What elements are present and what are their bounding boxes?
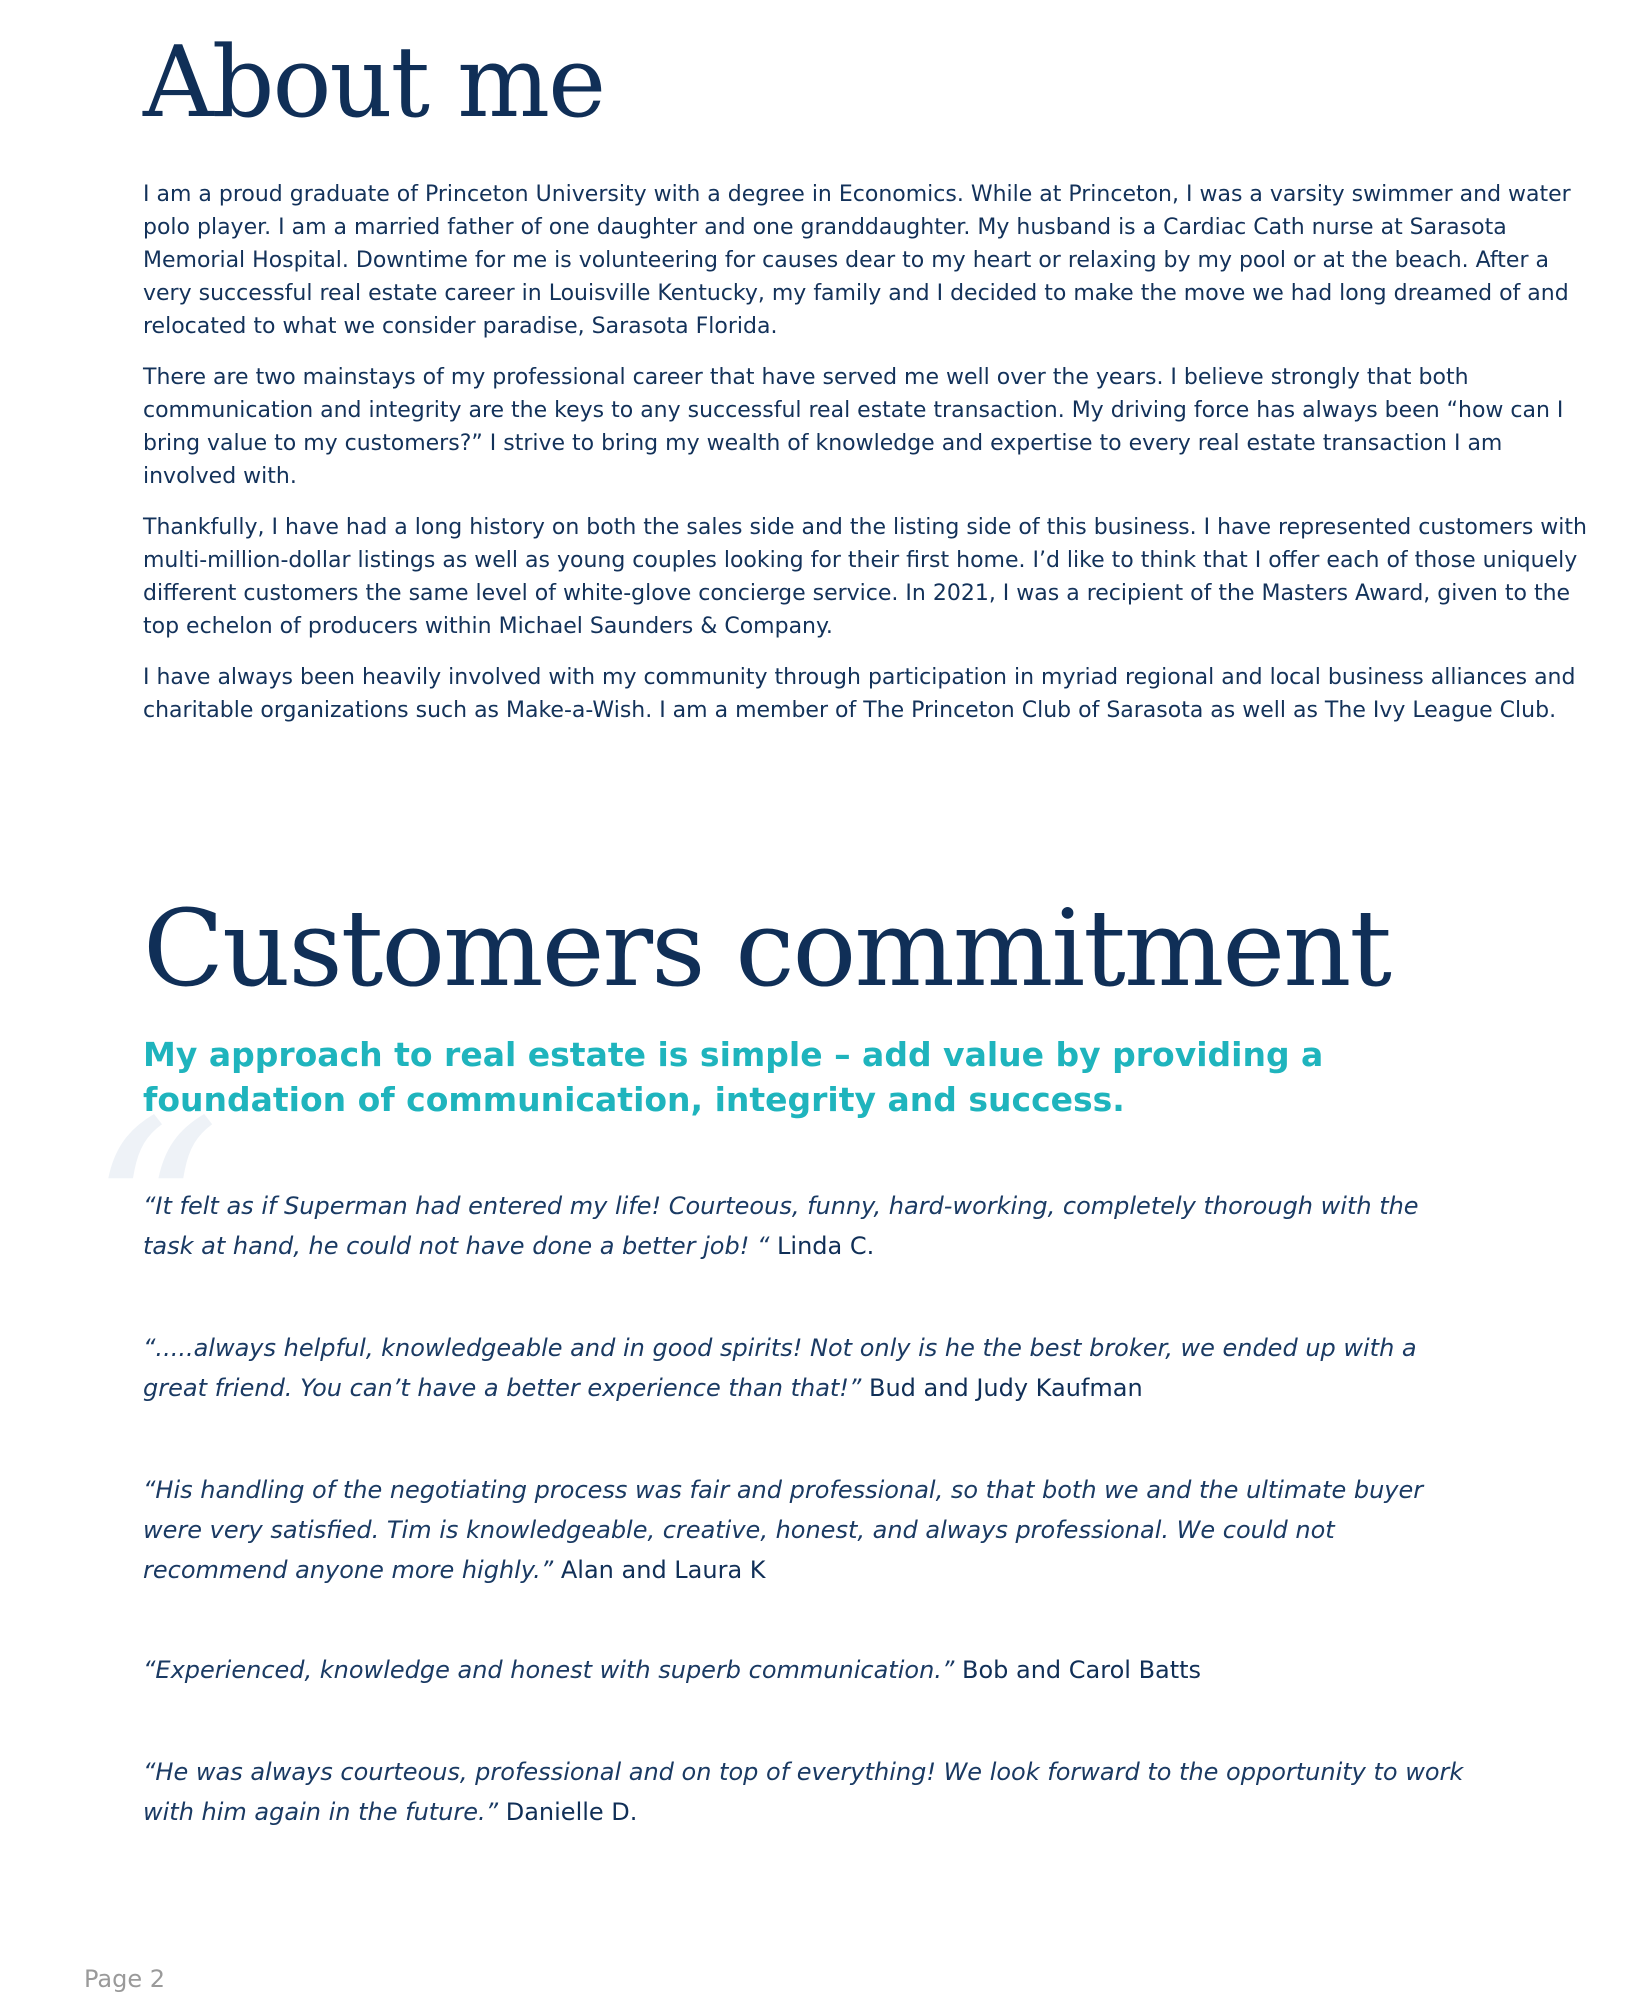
about-paragraph: Thankfully, I have had a long history on both the sales side and the listing side of this business. I have represented customers with multi-million-dollar listings as well as young couples looking for their first home. I’d like to think that I offer each of those uniquely different customers the same level of white-glove concierge service. In 2021, I was a recipient of the Masters Award, given to the top echelon of producers within Michael Saunders & Company.: [143, 515, 1587, 639]
testimonial-author: Linda C.: [777, 1232, 875, 1260]
testimonial: [143, 1328, 1473, 1408]
testimonial: [143, 1186, 1473, 1266]
about-paragraph: I have always been heavily involved with my community through participation in myriad regional and local business alliances and charitable organizations such as Make-a-Wish. I am a member of The Princeton Club of Sarasota as well as The Ivy League Club.: [143, 665, 1576, 723]
about-me-heading: About me: [143, 26, 605, 140]
testimonial: [143, 1752, 1473, 1832]
about-paragraph: I am a proud graduate of Princeton University with a degree in Economics. While at Princeton, I was a varsity swimmer and water polo player. I am a married father of one daughter and one granddaughter. My husband is a Cardiac Cath nurse at Sarasota Memorial Hospital. Downtime for me is volunteering for causes dear to my heart or relaxing by my pool or at the beach. After a very successful real estate career in Louisville Kentucky, my family and I decided to make the move we had long dreamed of and relocated to what we consider paradise, Sarasota Florida.: [143, 182, 1571, 339]
testimonial-quote: “It felt as if Superman had entered my life! Courteous, funny, hard-working, completely thorough with the task at hand, he could not have done a better job! “: [143, 1192, 1419, 1260]
testimonial-quote: “He was always courteous, professional and on top of everything! We look forward to the opportunity to work with him again in the future.”: [143, 1758, 1464, 1826]
page-number: Page 2: [84, 1965, 165, 1993]
commitment-tagline: My approach to real estate is simple – add value by providing a foundation of communication, integrity and success.: [143, 1035, 1324, 1119]
about-me-body: [143, 178, 1598, 745]
testimonial-author: Bud and Judy Kaufman: [869, 1374, 1143, 1402]
testimonial-quote: “His handling of the negotiating process was fair and professional, so that both we and the ultimate buyer were very satisfied. Tim is knowledgeable, creative, honest, and always professional. We could not recommend anyone more highly.”: [143, 1476, 1424, 1584]
testimonial-quote: “Experienced, knowledge and honest with superb communication.”: [143, 1656, 955, 1684]
testimonial-author: Bob and Carol Batts: [961, 1656, 1202, 1684]
testimonial-quote: “.....always helpful, knowledgeable and in good spirits! Not only is he the best broker, we ended up with a great friend. You can’t have a better experience than that!”: [143, 1334, 1417, 1402]
testimonial-author: Danielle D.: [505, 1798, 638, 1826]
customers-commitment-heading: Customers commitment: [143, 887, 1391, 1010]
about-paragraph: There are two mainstays of my professional career that have served me well over the years. I believe strongly that both communication and integrity are the keys to any successful real estate transaction. My driving force has always been “how can I bring value to my customers?” I strive to bring my wealth of knowledge and expertise to every real estate transaction I am involved with.: [143, 365, 1564, 489]
testimonial: [143, 1650, 1473, 1690]
decorative-quote-mark-icon: “: [88, 1067, 221, 1369]
testimonial-author: Alan and Laura K: [560, 1556, 766, 1584]
testimonial: [143, 1470, 1473, 1590]
